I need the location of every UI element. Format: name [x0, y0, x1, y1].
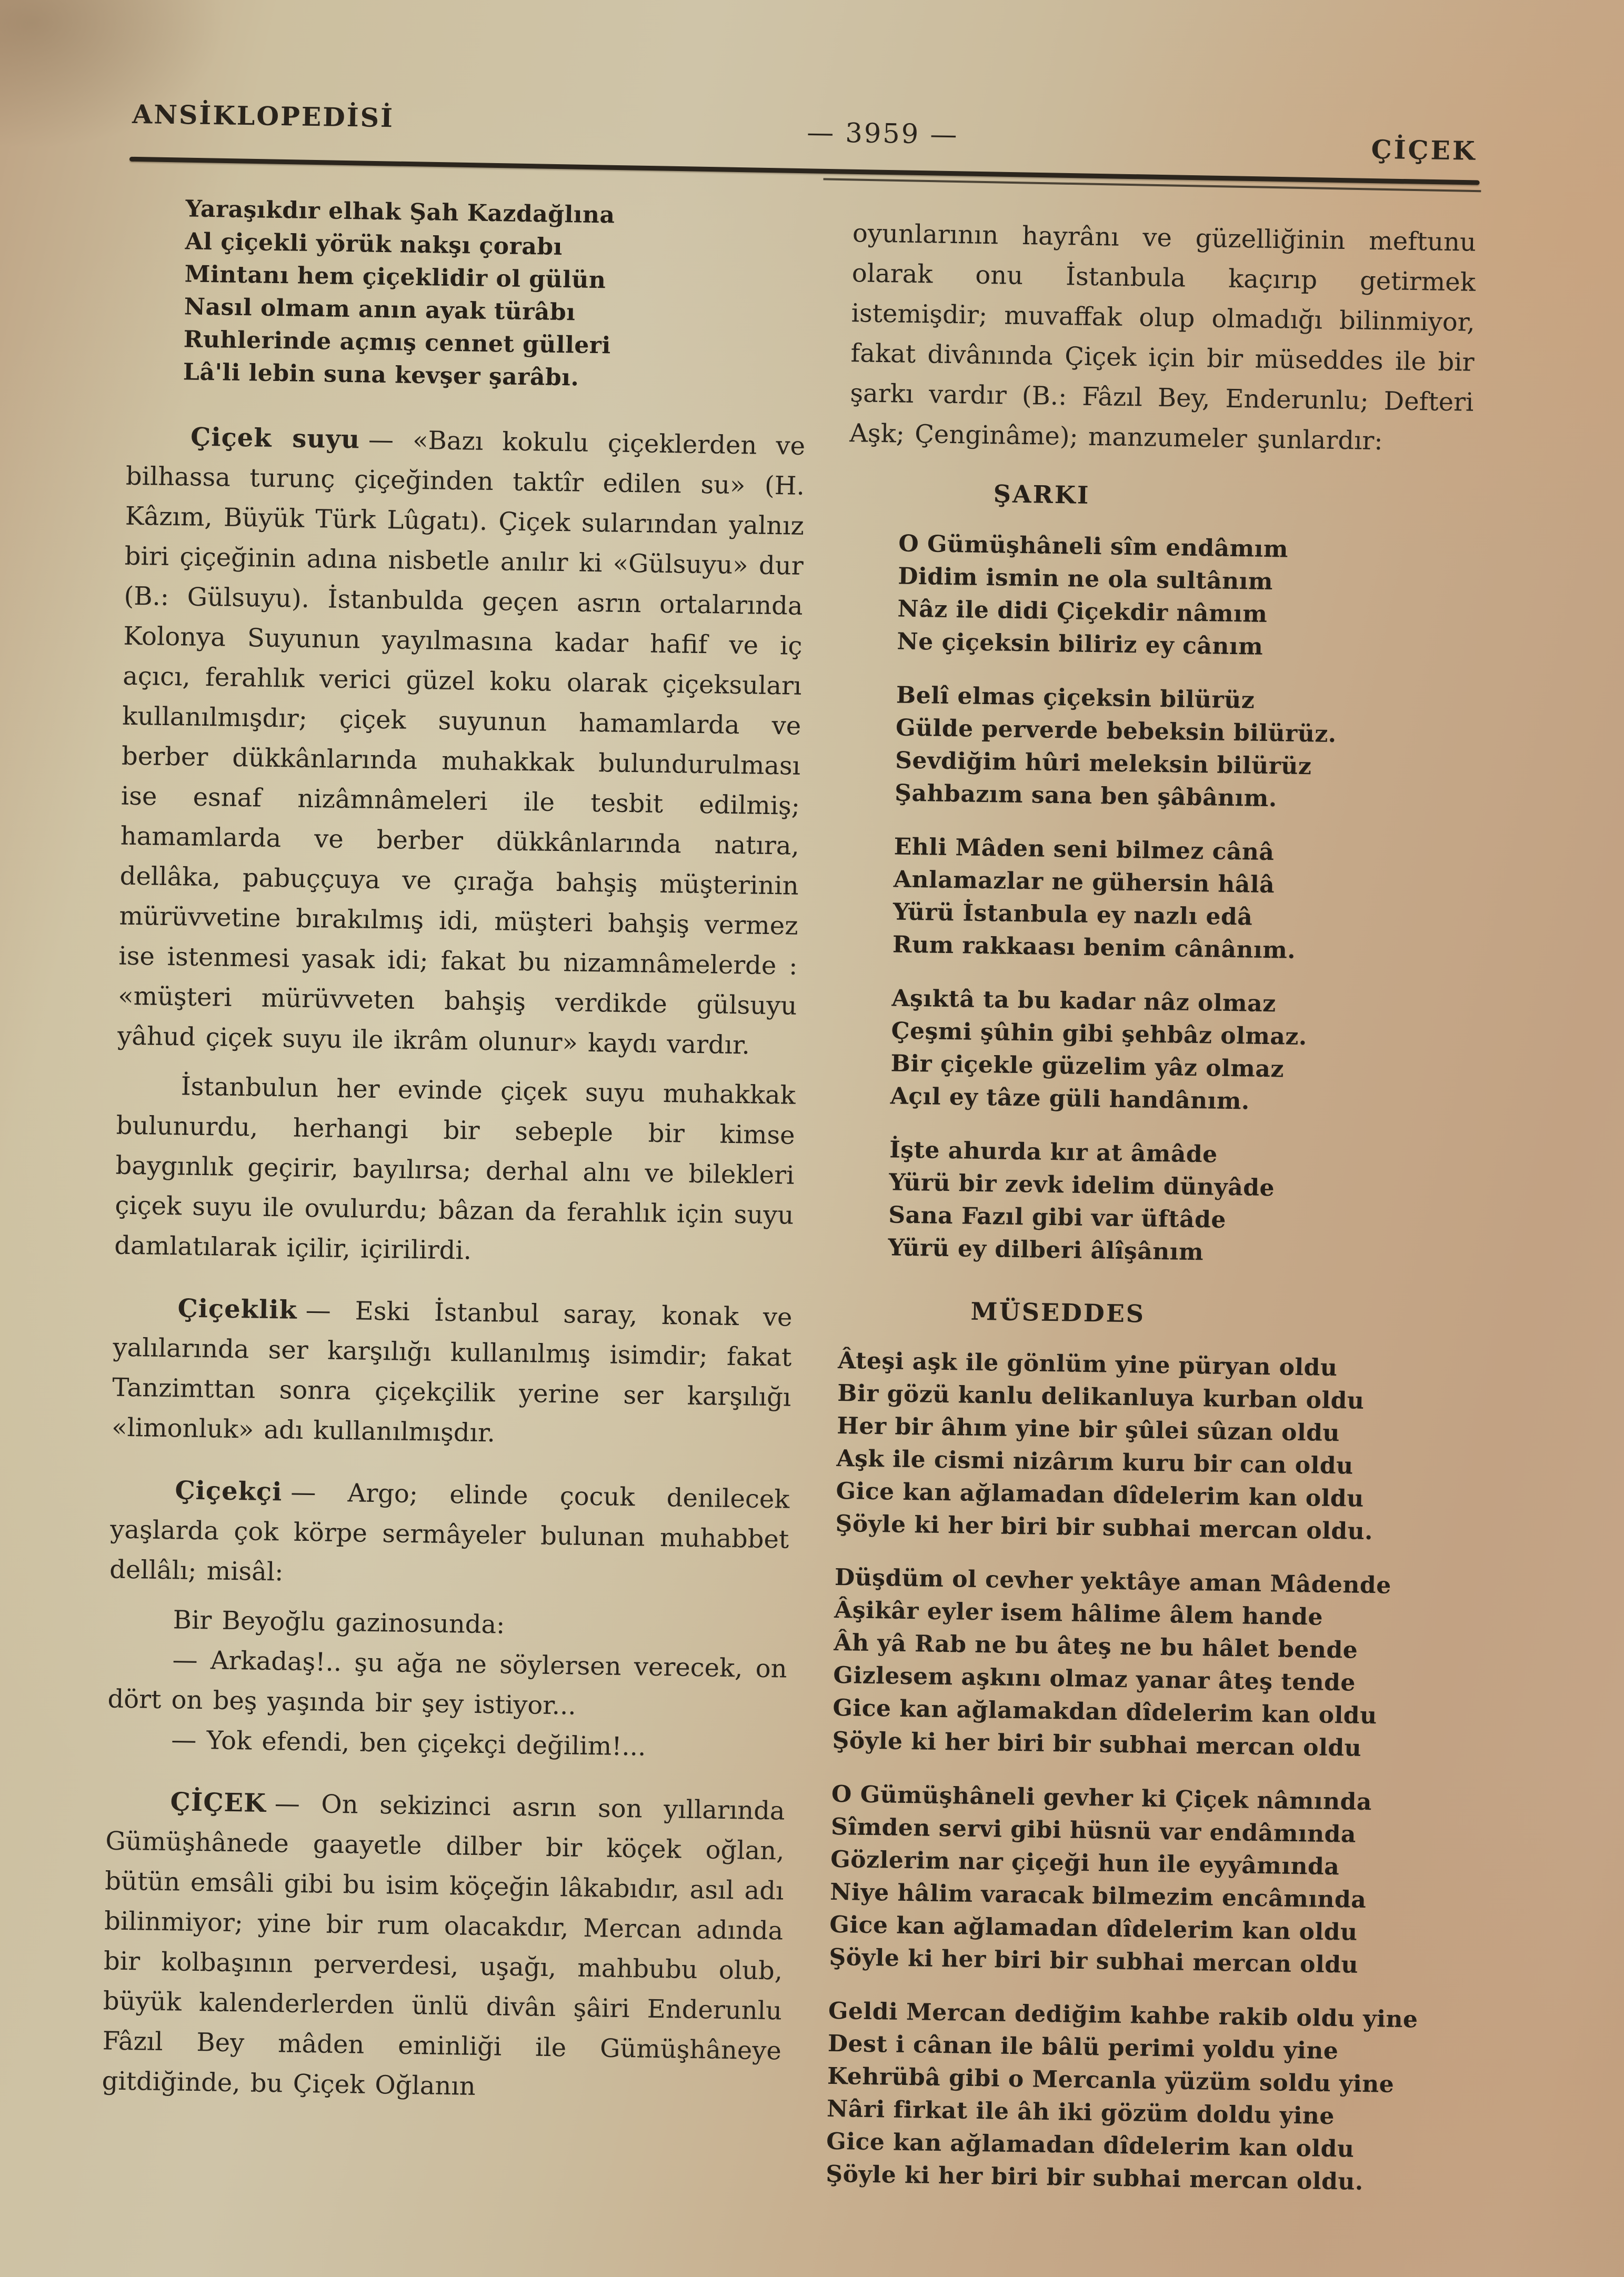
- poem-line: Şahbazım sana ben şâbânım.: [894, 779, 1277, 813]
- poem-line: Belî elmas çiçeksin bilürüz: [896, 681, 1255, 714]
- poem-stanza: [895, 679, 1470, 818]
- entry-term: Çiçeklik: [177, 1293, 298, 1325]
- poem-line: Sana Fazıl gibi var üftâde: [888, 1201, 1227, 1233]
- paragraph-text: — On sekizinci asrın son yıllarında Gümüşhânede gaayetle dilber bir köçek oğlan, bütün emsâli gibi bu isim köçeğin lâkabıdır, asıl adı bilinmiyor; yine bir rum olacakdır, Mercan adında bir kolbaşının perverdesi, uşağı, mahbubu olub, büyük kalenderlerden ünlü divân şâiri Enderunlu Fâzıl Bey mâden eminliği ile Gümüşhâneye gitdiğinde, bu Çiçek Oğlanın: [102, 1789, 785, 2101]
- continuation-paragraph: oyunlarının hayrânı ve güzelliğinin meftunu olarak onu İstanbula kaçırıp getirmek istemişdir; muvaffak olup olmadığı bilinmiyor, fakat divânında Çiçek için bir müseddes ile bir şarkı vardır (B.: Fâzıl Bey, Enderunlu; Defteri Aşk; Çenginâme); manzumeler şunlardır:: [849, 218, 1477, 456]
- paragraph-text: — Yok efendi, ben çiçekçi değilim!...: [171, 1725, 646, 1762]
- poem-line: Düşdüm ol cevher yektâye aman Mâdende: [834, 1563, 1392, 1599]
- poem-line: Anlamazlar ne gühersin hâlâ: [893, 866, 1275, 899]
- museddes-poem: [826, 1345, 1460, 2200]
- paragraph-text: İstanbulun her evinde çiçek suyu muhakkak bulunurdu, herhangi bir sebeple bir kimse baygınlık geçirir, bayılırsa; derhal alnı ve bilekleri çiçek suyu ile ovulurdu; bâzan da ferahlık için suyu damlatılarak içilir, içirilirdi.: [114, 1071, 796, 1266]
- poem-line: Gözlerim nar çiçeği hun ile eyyâmında: [830, 1845, 1340, 1881]
- paragraph-text: Bir Beyoğlu gazinosunda:: [173, 1605, 505, 1640]
- paragraph-text: — Eski İstanbul saray, konak ve yalılarında ser karşılığı kullanılmış isimdir; fakat Tanzimttan sonra çiçekçilik yerine ser karşılığı «limonluk» adı kullanılmışdır.: [111, 1296, 793, 1448]
- poem-line: Bir gözü kanlu delikanluya kurban oldu: [837, 1380, 1365, 1415]
- poem-line: Çeşmi şûhin gibi şehbâz olmaz.: [891, 1017, 1308, 1051]
- poem-stanza: [893, 830, 1468, 969]
- paragraph-text: — «Bazı kokulu çiçeklerden ve bilhassa turunç çiçeğinden taktîr edilen su» (H. Kâzım, Büyük Türk Lûgatı). Çiçek sularından yalnız biri çiçeğinin adına nisbetle anılır ki «Gülsuyu» dur (B.: Gülsuyu). İstanbulda geçen asrın ortalarında Kolonya Suyunun yayılmasına kadar hafif ve iç açıcı, ferahlık verici güzel koku olarak çiçeksuları kullanılmışdır; çiçek suyunun hamamlarda ve berber dükkânlarında muhakkak bulundurulması ise esnaf nizâmnâmeleri ile tesbit edilmiş; hamamlarda ve berber dükkânlarında natıra, dellâka, pabuççuya ve çırağa bahşiş müşterinin mürüvvetine bırakılmış idi, müşteri bahşiş vermez ise istenmesi yasak idi; fakat bu nizamnâmelerde : «müşteri mürüvveten bahşiş verdikde gülsuyu yâhud çiçek suyu ile ikrâm olunur» kaydı vardır.: [117, 425, 806, 1060]
- poem-stanza: [897, 528, 1472, 667]
- poem-line: Şöyle ki her biri bir subhai mercan oldu: [832, 1727, 1362, 1762]
- poem-line: Sîmden servi gibi hüsnü var endâmında: [830, 1813, 1357, 1848]
- poem-line: Nâz ile didi Çiçekdir nâmım: [897, 595, 1268, 628]
- poem-line: Ehli Mâden seni bilmez cânâ: [894, 833, 1275, 866]
- poem-line: Gice kan ağlamadan dîdelerim kan oldu: [826, 2128, 1355, 2163]
- sarki-poem: [888, 528, 1472, 1273]
- paragraph-cicek-entry: [102, 1781, 785, 2111]
- opening-poem: [183, 193, 809, 398]
- poem-line: Nâri firkat ile âh iki gözüm doldu yine: [826, 2095, 1335, 2130]
- entry-term: ÇİÇEK: [170, 1787, 267, 1818]
- poem-stanza: [826, 1995, 1450, 2200]
- paragraph-text: — Arkadaş!.. şu ağa ne söylersen verecek, on dört on beş yaşında bir şey istiyor...: [107, 1645, 787, 1721]
- paragraph-istanbulun: [114, 1066, 796, 1276]
- poem-line: Gizlesem aşkını olmaz yanar âteş tende: [833, 1661, 1356, 1697]
- poem-line: Dest i cânan ile bâlü perimi yoldu yine: [827, 2030, 1339, 2065]
- museddes-heading: MÜSEDDES: [970, 1297, 1146, 1328]
- poem-line: Şöyle ki her biri bir subhai mercan oldu.: [835, 1510, 1374, 1546]
- poem-stanza: [835, 1345, 1459, 1549]
- poem-line: Âşikâr eyler isem hâlime âlem hande: [834, 1596, 1324, 1631]
- page-header: [132, 98, 1478, 166]
- poem-line: Ruhlerinde açmış cennet gülleri: [183, 326, 611, 359]
- poem-line: Yürü ey dilberi âlîşânım: [888, 1234, 1204, 1266]
- poem-line: Her bir âhım yine bir şûlei sûzan oldu: [837, 1412, 1340, 1447]
- poem-line: Âh yâ Rab ne bu âteş ne bu hâlet bende: [833, 1629, 1358, 1664]
- entry-term: Çiçekçi: [175, 1476, 283, 1507]
- poem-line: İşte ahurda kır at âmâde: [889, 1136, 1218, 1168]
- paragraph-ciceklik: [112, 1288, 793, 1458]
- poem-line: Al çiçekli yörük nakşı çorabı: [185, 228, 563, 261]
- poem-stanza: [832, 1561, 1456, 1766]
- poem-line: Şöyle ki her biri bir subhai mercan oldu: [829, 1943, 1359, 1979]
- poem-line: Yürü bir zevk idelim dünyâde: [888, 1169, 1275, 1202]
- poem-stanza: [829, 1778, 1453, 1983]
- poem-line: Âteşi aşk ile gönlüm yine püryan oldu: [837, 1347, 1338, 1382]
- poem-line: Açıl ey tâze güli handânım.: [890, 1082, 1250, 1115]
- poem-line: Niye hâlim varacak bilmezim encâmında: [829, 1878, 1367, 1914]
- poem-line: Gülde perverde bebeksin bilürüz.: [895, 714, 1337, 748]
- poem-line: Geldi Mercan dediğim kahbe rakib oldu yine: [828, 1997, 1418, 2033]
- poem-line: Lâ'li lebin suna kevşer şarâbı.: [183, 358, 579, 392]
- poem-line: O Gümüşhâneli gevher ki Çiçek nâmında: [831, 1780, 1372, 1816]
- poem-line: Kehrübâ gibi o Mercanla yüzüm soldu yine: [827, 2062, 1395, 2098]
- left-column: [102, 192, 809, 2111]
- poem-line: Ne çiçeksin biliriz ey cânım: [897, 628, 1264, 660]
- poem-line: Mintanı hem çiçeklidir ol gülün: [184, 260, 606, 294]
- page-number: — 3959 —: [806, 117, 959, 151]
- poem-stanza: [888, 1134, 1463, 1272]
- poem-line: Nasıl olmam anın ayak türâbı: [184, 293, 576, 326]
- poem-line: Rum rakkaası benim cânânım.: [892, 931, 1296, 964]
- entry-term: Çiçek suyu: [190, 422, 360, 455]
- publication-title: ANSİKLOPEDİSİ: [132, 98, 395, 134]
- poem-line: Gice kan ağlamadan dîdelerim kan oldu: [829, 1911, 1358, 1946]
- poem-stanza: [890, 982, 1465, 1121]
- poem-line: Gice kan ağlamakdan dîdelerim kan oldu: [833, 1694, 1377, 1730]
- poem-line: Şöyle ki her biri bir subhai mercan oldu.: [825, 2160, 1364, 2195]
- poem-line: O Gümüşhâneli sîm endâmım: [898, 530, 1289, 563]
- poem-line: Aşıktâ ta bu kadar nâz olmaz: [891, 985, 1276, 1018]
- sarki-heading: ŞARKI: [993, 479, 1090, 509]
- poem-line: Yaraşıkdır elhak Şah Kazdağlına: [185, 195, 615, 229]
- poem-line: Yürü İstanbula ey nazlı edâ: [893, 898, 1253, 931]
- paragraph-cicek-suyu: [117, 416, 806, 1066]
- paragraph-text: — Argo; elinde çocuk denilecek yaşlarda çok körpe sermâyeler bulunan muhabbet dellâlı; misâl:: [109, 1477, 790, 1587]
- right-column: [824, 213, 1477, 2200]
- poem-line: Bir çiçekle güzelim yâz olmaz: [890, 1050, 1285, 1083]
- poem-line: Gice kan ağlamadan dîdelerim kan oldu: [836, 1477, 1365, 1512]
- article-title: ÇİÇEK: [1371, 134, 1477, 166]
- poem-line: Didim ismin ne ola sultânım: [897, 563, 1274, 596]
- header-rule: [129, 157, 1480, 185]
- poem-line: Aşk ile cismi nizârım kuru bir can oldu: [836, 1445, 1354, 1480]
- poem-line: Sevdiğim hûri meleksin bilürüz: [895, 747, 1312, 780]
- paragraph-dialog-1: [107, 1639, 787, 1729]
- paragraph-cicekci: [109, 1470, 790, 1600]
